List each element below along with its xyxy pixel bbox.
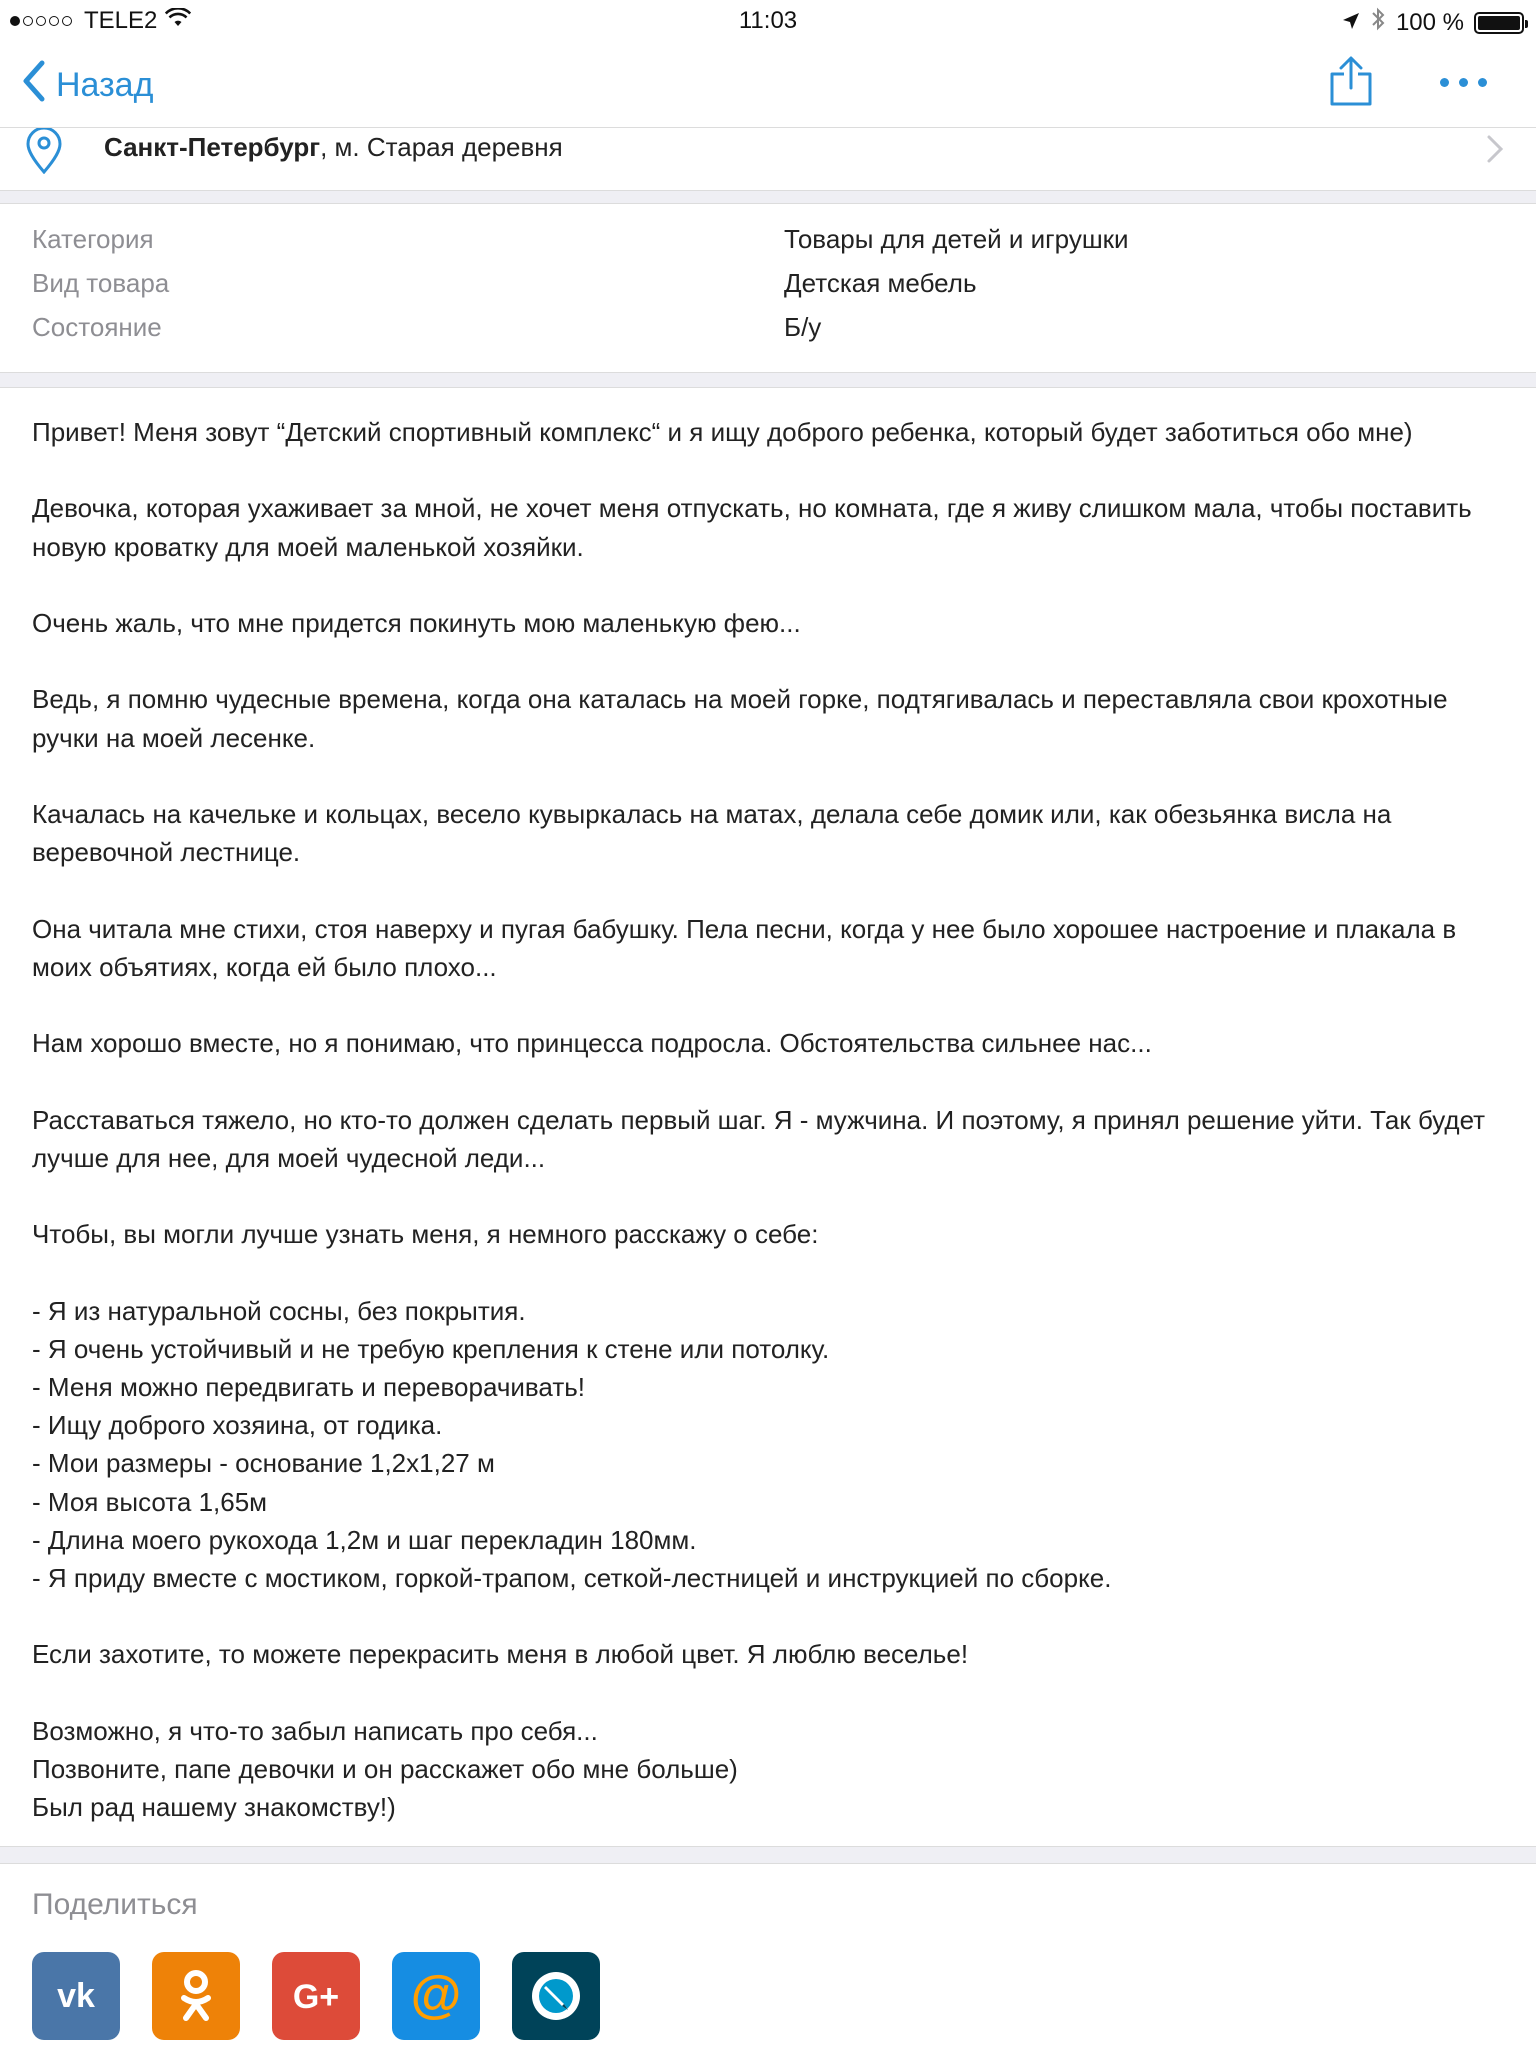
share-livejournal-button[interactable] xyxy=(512,1952,600,2040)
param-value: Б/у xyxy=(784,312,822,342)
description-paragraph: Ведь, я помню чудесные времена, когда она каталась на моей горке, подтягивалась и переставляла свои крохотные ручки на моей лесенке. xyxy=(32,684,1448,753)
share-button[interactable] xyxy=(1328,56,1374,108)
location-city: Санкт-Петербург xyxy=(104,132,321,162)
description-paragraph: Девочка, которая ухаживает за мной, не хочет меня отпускать, но комната, где я живу слишком мала, чтобы поставить новую кроватку для моей маленькой хозяйки. xyxy=(32,493,1472,562)
description-paragraph: Привет! Меня зовут “Детский спортивный комплекс“ и я ищу доброго ребенка, который будет заботиться обо мне) xyxy=(32,417,1413,447)
navigation-bar xyxy=(0,40,1536,128)
feature-item: - Я приду вместе с мостиком, горкой-трапом, сеткой-лестницей и инструкцией по сборке. xyxy=(32,1562,1112,1593)
mail-ru-icon xyxy=(406,1966,466,2026)
share-mail-ru-button[interactable] xyxy=(392,1952,480,2040)
param-value: Товары для детей и игрушки xyxy=(784,224,1129,254)
location-text xyxy=(104,132,563,163)
clock: 11:03 xyxy=(738,7,798,34)
back-label: Назад xyxy=(56,66,154,104)
carrier-name: TELE2 xyxy=(84,7,158,34)
google-plus-icon xyxy=(284,1976,348,2016)
location-row[interactable] xyxy=(0,128,1536,188)
more-button[interactable] xyxy=(1440,70,1496,94)
section-divider xyxy=(0,190,1536,204)
battery-icon xyxy=(1474,12,1524,34)
description-paragraph: Очень жаль, что мне придется покинуть мою маленькую фею... xyxy=(32,607,801,638)
vk-icon xyxy=(45,1978,107,2014)
svg-text:@: @ xyxy=(410,1966,462,2024)
share-title: Поделиться xyxy=(32,1888,198,1921)
location-metro: , м. Старая деревня xyxy=(320,132,563,162)
more-icon xyxy=(1440,78,1449,87)
item-parameters xyxy=(0,210,1536,342)
description-paragraph: Нам хорошо вместе, но я понимаю, что принцесса подросла. Обстоятельства сильнее нас... xyxy=(32,1028,1152,1059)
location-arrow-icon xyxy=(1342,9,1360,37)
svg-text:G+: G+ xyxy=(292,1978,340,2016)
share-section xyxy=(0,1862,1536,2048)
back-button[interactable] xyxy=(22,60,153,111)
description-paragraph: Если захотите, то можете перекрасить меня в любой цвет. Я люблю веселье! xyxy=(32,1639,969,1670)
feature-item: - Я очень устойчивый и не требую крепления к стене или потолку. xyxy=(32,1333,830,1364)
feature-item: - Меня можно передвигать и переворачивать! xyxy=(32,1371,585,1402)
svg-text:vk: vk xyxy=(57,1978,95,2014)
param-row-category xyxy=(0,210,1536,254)
chevron-left-icon xyxy=(22,60,46,111)
param-row-condition xyxy=(0,298,1536,342)
description-paragraph: Позвоните, папе девочки и он расскажет обо мне больше) xyxy=(32,1753,738,1784)
status-bar xyxy=(0,0,1536,40)
feature-item: - Длина моего рукохода 1,2м и шаг перекладин 180мм. xyxy=(32,1524,697,1555)
bluetooth-icon xyxy=(1370,7,1386,38)
param-value: Детская мебель xyxy=(784,268,977,298)
description-paragraph: Качалась на качельке и кольцах, весело кувыркалась на матах, делала себе домик или, как обезьянка висла на веревочной лестнице. xyxy=(32,798,1392,868)
description-paragraph: Чтобы, вы могли лучше узнать меня, я немного расскажу о себе: xyxy=(32,1219,819,1250)
feature-list xyxy=(32,1292,1512,1598)
share-google-plus-button[interactable] xyxy=(272,1952,360,2040)
feature-item: - Моя высота 1,65м xyxy=(32,1486,268,1517)
section-divider xyxy=(0,372,1536,388)
location-pin-icon xyxy=(22,128,66,179)
share-icon xyxy=(1328,56,1374,108)
param-label: Вид товара xyxy=(32,268,170,298)
feature-item: - Ищу доброго хозяина, от годика. xyxy=(32,1410,443,1441)
item-description xyxy=(32,413,1512,1826)
description-paragraph: Возможно, я что-то забыл написать про себя... xyxy=(32,1715,598,1746)
description-paragraph: Она читала мне стихи, стоя наверху и пугая бабушку. Пела песни, когда у нее было хорошее настроение и плакала в моих объятиях, когда ей было плохо... xyxy=(32,913,1457,982)
description-paragraph: Расставаться тяжело, но кто-то должен сделать первый шаг. Я - мужчина. И поэтому, я принял решение уйти. Так будет лучше для нее, для моей чудесной леди... xyxy=(32,1104,1486,1173)
param-label: Категория xyxy=(32,224,154,254)
battery-percent: 100 % xyxy=(1395,8,1464,36)
odnoklassniki-icon xyxy=(176,1968,216,2024)
share-vk-button[interactable] xyxy=(32,1952,120,2040)
share-odnoklassniki-button[interactable] xyxy=(152,1952,240,2040)
param-label: Состояние xyxy=(32,312,162,342)
description-paragraph: Был рад нашему знакомству!) xyxy=(32,1792,396,1823)
feature-item: - Мои размеры - основание 1,2х1,27 м xyxy=(32,1448,495,1479)
chevron-right-icon xyxy=(1486,134,1504,169)
param-row-type xyxy=(0,254,1536,298)
feature-item: - Я из натуральной сосны, без покрытия. xyxy=(32,1295,526,1326)
livejournal-icon xyxy=(526,1966,586,2026)
